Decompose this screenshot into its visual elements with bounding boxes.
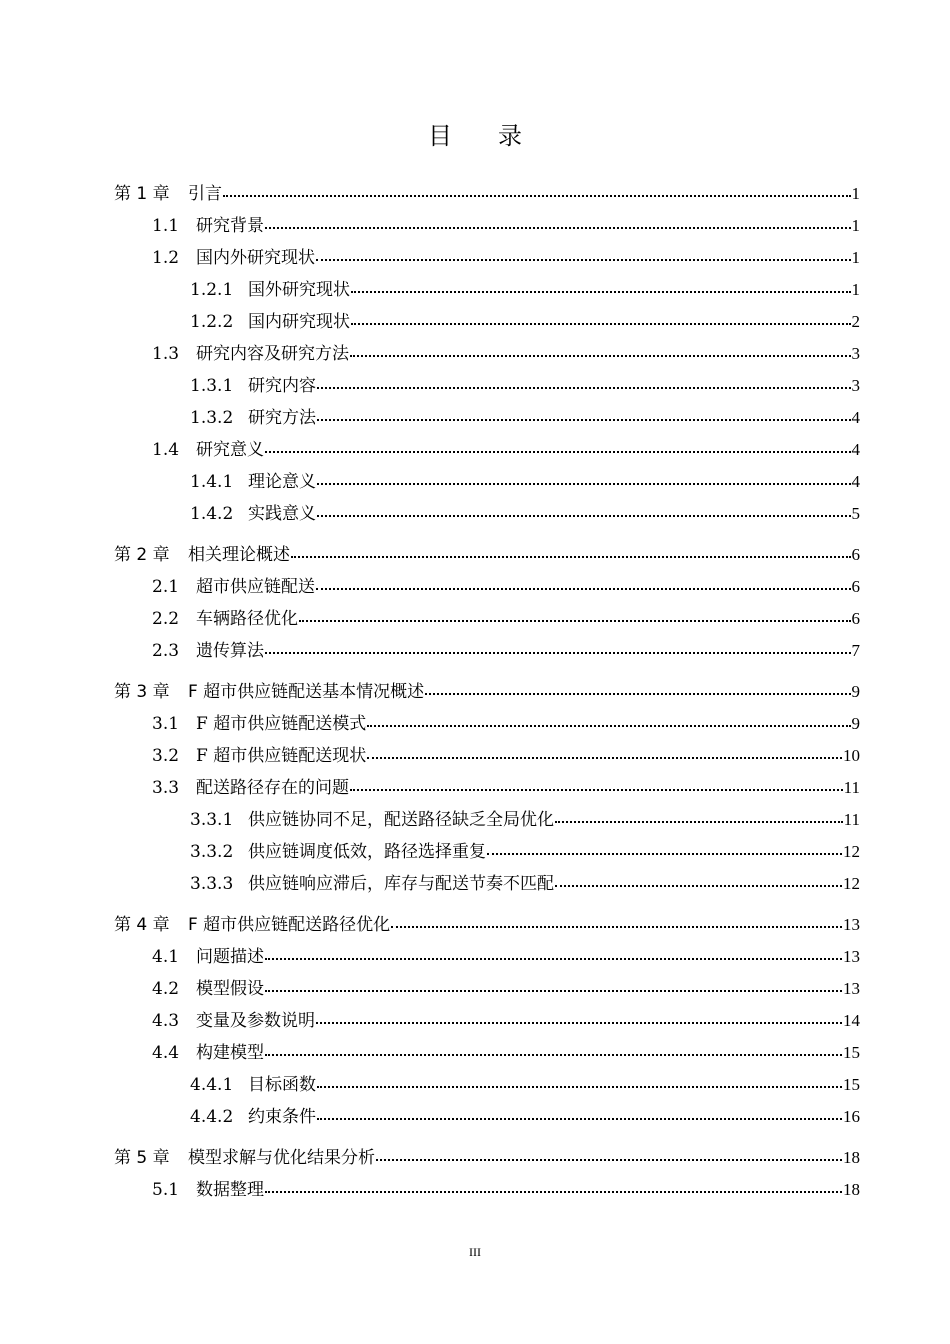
dot-leader — [265, 1038, 842, 1058]
toc-entry-text: 车辆路径优化 — [196, 609, 298, 629]
dot-leader — [265, 211, 851, 231]
toc-entry-number: 1.4 — [152, 440, 180, 460]
toc-entry[interactable] — [190, 836, 860, 868]
dot-leader — [317, 1070, 842, 1090]
toc-entry-number: 第 4 章 — [114, 915, 170, 935]
toc-entry-number: 1.4.2 — [190, 504, 234, 524]
toc-entry[interactable] — [190, 274, 860, 306]
dot-leader — [316, 1006, 842, 1026]
dot-leader — [265, 435, 851, 455]
toc-entry[interactable] — [152, 242, 860, 274]
toc-entry[interactable] — [114, 539, 860, 571]
toc-entry-text: 研究背景 — [196, 216, 264, 236]
toc-entry-text: 超市供应链配送 — [196, 577, 315, 597]
toc-entry-page: 16 — [843, 1107, 860, 1126]
toc-entry-page: 15 — [843, 1043, 860, 1062]
toc-entry-text: 遗传算法 — [196, 641, 264, 661]
toc-entry-page: 10 — [843, 746, 860, 765]
toc-entry-number: 3.3.3 — [190, 874, 234, 894]
toc-entry-page: 7 — [851, 641, 860, 660]
toc-title — [0, 116, 950, 151]
toc-entry[interactable] — [114, 909, 860, 941]
toc-entry-page: 5 — [851, 504, 860, 523]
toc-entry-number: 1.3 — [152, 344, 180, 364]
toc-entry-page: 3 — [851, 376, 860, 395]
toc-entry-text: 模型求解与优化结果分析 — [188, 1148, 375, 1168]
toc-entry-page: 4 — [851, 440, 860, 459]
toc-entry-text: 研究内容 — [248, 376, 316, 396]
toc-entry-text: 相关理论概述 — [188, 545, 290, 565]
toc-entry-text: F 超市供应链配送路径优化 — [188, 915, 391, 935]
toc-entry-number: 4.2 — [152, 979, 180, 999]
toc-entry-text: 供应链协同不足，配送路径缺乏全局优化 — [248, 810, 554, 830]
toc-title-char-1: 目 — [428, 122, 452, 150]
toc-entry-text: 国内外研究现状 — [196, 248, 315, 268]
toc-entry-page: 6 — [851, 577, 860, 596]
toc-entry-number: 3.3.1 — [190, 810, 234, 830]
toc-entry-page: 9 — [851, 714, 860, 733]
toc-entry-text: 研究方法 — [248, 408, 316, 428]
toc-entry-number: 4.4.1 — [190, 1075, 234, 1095]
toc-entry-page: 6 — [851, 545, 860, 564]
toc-entry-text: 配送路径存在的问题 — [196, 778, 349, 798]
dot-leader — [555, 805, 843, 825]
toc-entry-number: 4.4 — [152, 1043, 180, 1063]
dot-leader — [317, 499, 851, 519]
dot-leader — [317, 1102, 842, 1122]
toc-entry-text: 变量及参数说明 — [196, 1011, 315, 1031]
toc-entry-page: 1 — [851, 280, 860, 299]
toc-entry-number: 1.4.1 — [190, 472, 234, 492]
toc-entry[interactable] — [152, 772, 860, 804]
toc-entry-number: 1.1 — [152, 216, 180, 236]
toc-entry-number: 第 1 章 — [114, 184, 170, 204]
toc-entry[interactable] — [152, 740, 860, 772]
toc-entry[interactable] — [152, 973, 860, 1005]
toc-entry-text: 目标函数 — [248, 1075, 316, 1095]
toc-entry-text: 数据整理 — [196, 1180, 264, 1200]
toc-entry-page: 9 — [851, 682, 860, 701]
toc-entry[interactable] — [152, 571, 860, 603]
toc-entry-page: 13 — [843, 947, 860, 966]
page-number: III — [469, 1245, 481, 1259]
toc-entry-number: 3.3.2 — [190, 842, 234, 862]
dot-leader — [367, 741, 842, 761]
toc-entry[interactable] — [190, 1069, 860, 1101]
toc-entry-page: 2 — [851, 312, 860, 331]
toc-entry-number: 1.3.1 — [190, 376, 234, 396]
toc-entry-page: 12 — [843, 874, 860, 893]
toc-entry[interactable] — [152, 210, 860, 242]
toc-entry-number: 2.3 — [152, 641, 180, 661]
dot-leader — [351, 307, 851, 327]
toc-entry-text: F 超市供应链配送基本情况概述 — [188, 682, 425, 702]
toc-entry-page: 3 — [851, 344, 860, 363]
toc-entry-text: 构建模型 — [196, 1043, 264, 1063]
toc-entry-page: 13 — [843, 915, 860, 934]
toc-entry-page: 18 — [843, 1180, 860, 1199]
dot-leader — [351, 275, 851, 295]
toc-entry[interactable] — [152, 1037, 860, 1069]
toc-entry-text: 供应链调度低效，路径选择重复 — [248, 842, 486, 862]
toc-entry-number: 4.4.2 — [190, 1107, 234, 1127]
toc-entry-page: 1 — [851, 216, 860, 235]
dot-leader — [265, 636, 851, 656]
toc-entry-page: 4 — [851, 472, 860, 491]
toc-entry[interactable] — [190, 868, 860, 900]
toc-entry-page: 11 — [843, 778, 860, 797]
toc-entry[interactable] — [152, 338, 860, 370]
toc-entry-text: 约束条件 — [248, 1107, 316, 1127]
toc-entry-text: 国外研究现状 — [248, 280, 350, 300]
toc-entry[interactable] — [114, 1142, 860, 1174]
dot-leader — [425, 677, 850, 697]
toc-entry-number: 1.2 — [152, 248, 180, 268]
dot-leader — [555, 869, 842, 889]
toc-entry-page: 1 — [851, 248, 860, 267]
toc-entry[interactable] — [190, 370, 860, 402]
toc-entry-page: 4 — [851, 408, 860, 427]
toc-entry-page: 12 — [843, 842, 860, 861]
toc-entry-text: 研究内容及研究方法 — [196, 344, 349, 364]
toc-entry[interactable] — [152, 708, 860, 740]
toc-entry[interactable] — [152, 603, 860, 635]
dot-leader — [391, 910, 842, 930]
dot-leader — [265, 974, 842, 994]
toc-entry-page: 6 — [851, 609, 860, 628]
toc-entry-page: 18 — [843, 1148, 860, 1167]
toc-entry[interactable] — [190, 306, 860, 338]
toc-entry[interactable] — [190, 466, 860, 498]
dot-leader — [316, 572, 851, 592]
toc-entry-number: 1.3.2 — [190, 408, 234, 428]
toc-entry-number: 第 2 章 — [114, 545, 170, 565]
dot-leader — [291, 540, 851, 560]
toc-entry[interactable] — [152, 1174, 860, 1206]
toc-entry-number: 4.1 — [152, 947, 180, 967]
toc-entry-number: 4.3 — [152, 1011, 180, 1031]
toc-entry[interactable] — [190, 402, 860, 434]
toc-entry-page: 13 — [843, 979, 860, 998]
dot-leader — [350, 339, 851, 359]
toc-entry[interactable] — [190, 498, 860, 530]
toc-entry[interactable] — [152, 635, 860, 667]
toc-entry-text: 模型假设 — [196, 979, 264, 999]
dot-leader — [317, 371, 851, 391]
dot-leader — [299, 604, 851, 624]
toc-entry-number: 3.2 — [152, 746, 180, 766]
toc-entry[interactable] — [152, 1005, 860, 1037]
toc-entry-number: 1.2.1 — [190, 280, 234, 300]
toc-entry[interactable] — [190, 1101, 860, 1133]
toc-entry-number: 3.3 — [152, 778, 180, 798]
dot-leader — [265, 942, 842, 962]
toc-entry-text: 引言 — [188, 184, 222, 204]
toc-entry-number: 2.2 — [152, 609, 180, 629]
toc-entry-number: 2.1 — [152, 577, 180, 597]
toc-entry[interactable] — [114, 178, 860, 210]
dot-leader — [350, 773, 843, 793]
toc-entry-number: 5.1 — [152, 1180, 180, 1200]
toc-entry-text: 理论意义 — [248, 472, 316, 492]
toc-entry-page: 14 — [843, 1011, 860, 1030]
toc-title-char-2: 录 — [498, 122, 522, 150]
toc-entry-page: 1 — [851, 184, 860, 203]
dot-leader — [487, 837, 842, 857]
toc-entry-text: F 超市供应链配送模式 — [196, 714, 367, 734]
toc-entry[interactable] — [190, 804, 860, 836]
toc-entry-text: 国内研究现状 — [248, 312, 350, 332]
dot-leader — [265, 1175, 842, 1195]
toc-entry-text: 供应链响应滞后，库存与配送节奏不匹配 — [248, 874, 554, 894]
dot-leader — [316, 243, 851, 263]
toc-entry-text: 实践意义 — [248, 504, 316, 524]
toc-entry-page: 11 — [843, 810, 860, 829]
toc-entry-page: 15 — [843, 1075, 860, 1094]
toc-entry-text: F 超市供应链配送现状 — [196, 746, 367, 766]
dot-leader — [367, 709, 850, 729]
toc-entry-text: 研究意义 — [196, 440, 264, 460]
toc-entry-number: 第 3 章 — [114, 682, 170, 702]
toc-entry[interactable] — [114, 676, 860, 708]
toc-entry-number: 3.1 — [152, 714, 180, 734]
toc-entry[interactable] — [152, 434, 860, 466]
dot-leader — [317, 467, 851, 487]
dot-leader — [223, 179, 851, 199]
toc-entry-text: 问题描述 — [196, 947, 264, 967]
dot-leader — [376, 1143, 842, 1163]
toc-entry[interactable] — [152, 941, 860, 973]
dot-leader — [317, 403, 851, 423]
toc-entry-number: 1.2.2 — [190, 312, 234, 332]
toc-entry-number: 第 5 章 — [114, 1148, 170, 1168]
